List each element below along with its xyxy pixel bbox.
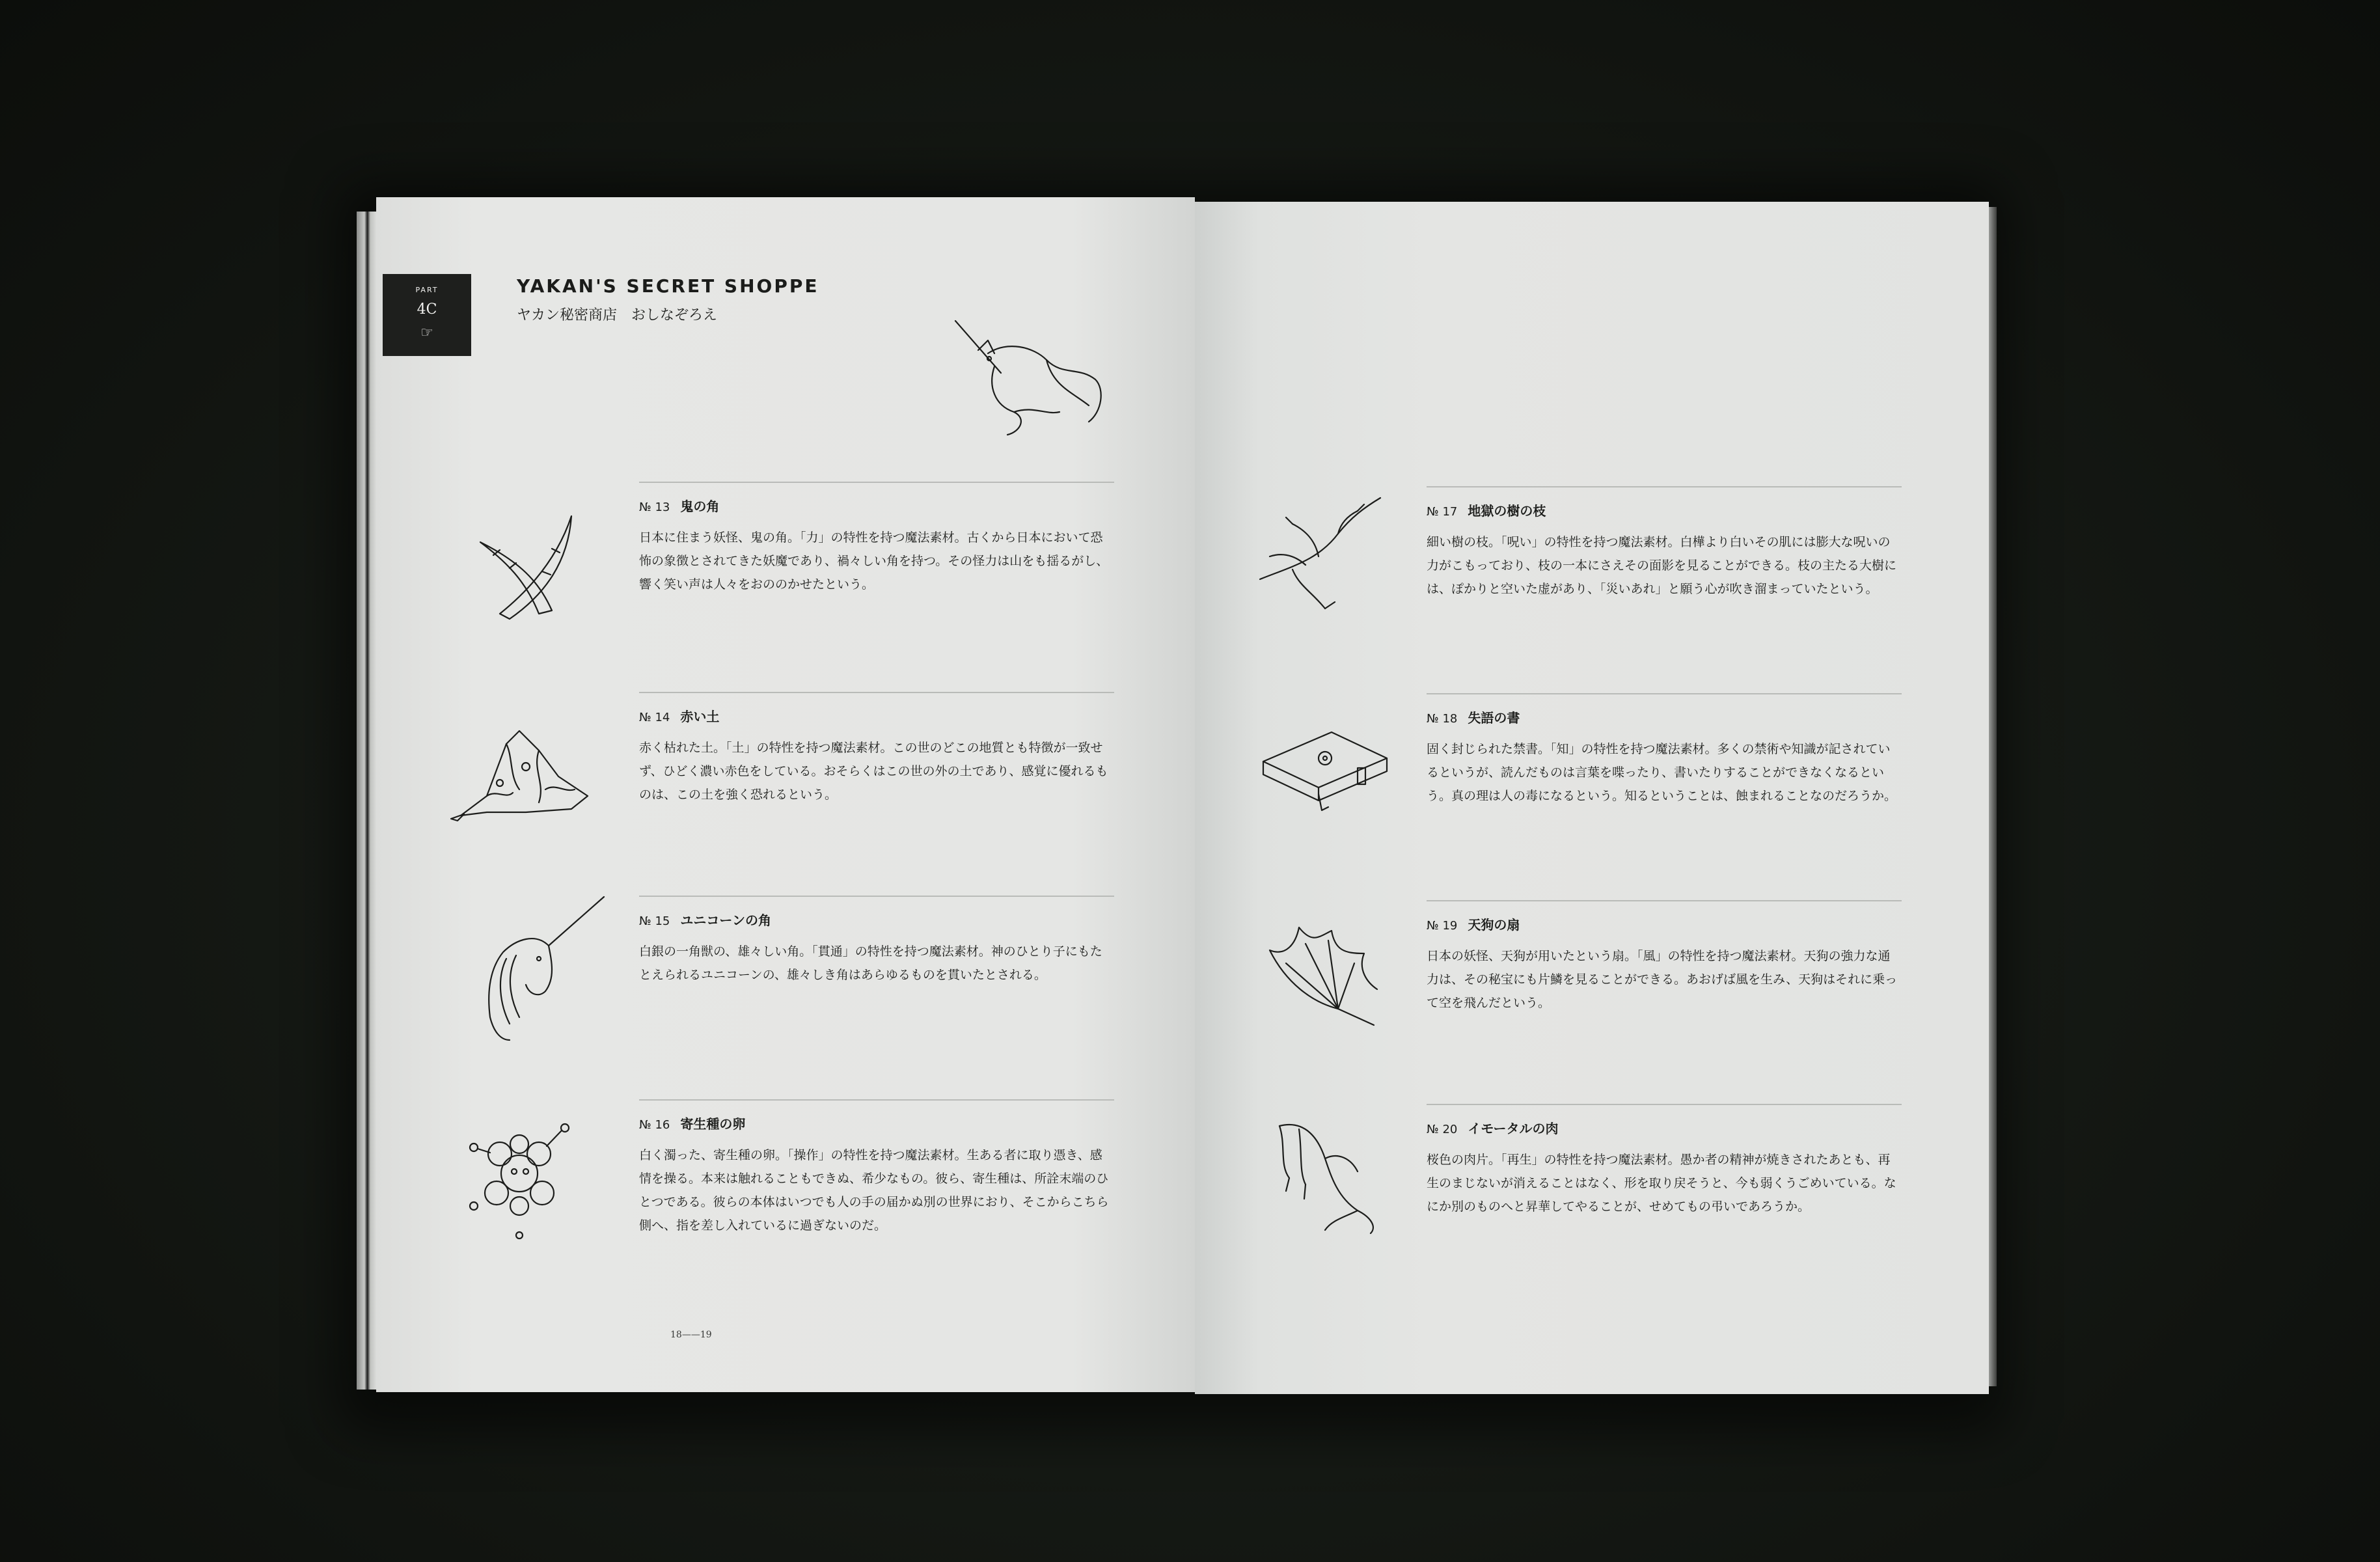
- entry-number: № 20: [1427, 1123, 1458, 1136]
- entry-name: 天狗の扇: [1468, 917, 1520, 933]
- entry-name: 失語の書: [1468, 710, 1520, 726]
- book-back-cover-edge: [1989, 207, 1997, 1386]
- entry-description: 日本の妖怪、天狗が用いたという扇。「風」の特性を持つ魔法素材。天狗の強力な通力は、その秘宝にも片鱗を見ることができる。あおげば風を生み、天狗はそれに乗って空を飛んだという。: [1427, 949, 1898, 1010]
- entry-name: 赤い土: [680, 709, 720, 724]
- entry-number: № 14: [639, 711, 670, 724]
- part-label: PART: [415, 286, 439, 294]
- hell-tree-branch-illustration: [1253, 495, 1384, 612]
- entry-heading: [639, 910, 771, 929]
- part-tab: [383, 274, 471, 356]
- unicorn-illustration: [477, 894, 607, 1043]
- entry-description: 日本に住まう妖怪、鬼の角。「力」の特性を持つ魔法素材。古くから日本において恐怖の象徴とされてきた妖魔であり、禍々しい角を持つ。その怪力は山をも揺るがし、響く笑い声は人々をおののかせたという。: [639, 530, 1109, 592]
- entry-divider: [1427, 486, 1902, 487]
- fox-spirit-illustration: [949, 314, 1112, 438]
- entry-description: 白銀の一角獣の、雄々しい角。「貫通」の特性を持つ魔法素材。神のひとり子にもたとえられるユニコーンの、雄々しき角はあらゆるものを貫いたとされる。: [639, 944, 1102, 982]
- entry-divider: [639, 692, 1114, 693]
- entry-name: 鬼の角: [680, 499, 720, 514]
- entry-divider: [1427, 900, 1902, 901]
- part-number: 4C: [417, 301, 437, 318]
- entry-number: № 15: [639, 914, 670, 928]
- page-title: YAKAN'S SECRET SHOPPE: [517, 275, 819, 297]
- parasite-egg-illustration: [461, 1108, 578, 1239]
- entry-name: ユニコーンの角: [680, 912, 771, 928]
- pointing-hand-icon: ☞: [420, 325, 433, 341]
- entry-name: 地獄の樹の枝: [1468, 503, 1546, 519]
- entry-description: 白く濁った、寄生種の卵。「操作」の特性を持つ魔法素材。生ある者に取り憑き、感情を操る。本来は触れることもできぬ、希少なもの。彼ら、寄生種は、所詮末端のひとつである。彼らの本体はいつでも人の手の届かぬ別の世界におり、そこからこちら側へ、指を差し入れているに過ぎないのだ。: [639, 1148, 1109, 1233]
- right-page: [1195, 202, 1989, 1394]
- entry-divider: [639, 1099, 1114, 1101]
- entry-description: 細い樹の枝。「呪い」の特性を持つ魔法素材。白樺より白いその肌には膨大な呪いの力がこもっており、枝の一本にさえその面影を見ることができる。枝の主たる大樹には、ぽかりと空いた虚があり、「災いあれ」と願う心が吹き溜まっていたという。: [1427, 535, 1897, 596]
- entry-heading: [1427, 500, 1546, 519]
- entry-divider: [1427, 1104, 1902, 1105]
- immortal-flesh-illustration: [1266, 1113, 1384, 1237]
- entry-description: 赤く枯れた土。「土」の特性を持つ魔法素材。この世のどこの地質とも特徴が一致せず、ひどく濃い赤色をしている。おそらくはこの世の外の土であり、感覚に優れるものは、この土を強く恐れるという。: [639, 741, 1108, 802]
- entry-divider: [639, 482, 1114, 483]
- entry-number: № 17: [1427, 505, 1458, 519]
- entry-divider: [1427, 693, 1902, 694]
- entry-divider: [639, 896, 1114, 897]
- entry-heading: [1427, 914, 1520, 933]
- entry-number: № 16: [639, 1118, 670, 1132]
- left-page: [376, 197, 1195, 1392]
- sealed-book-illustration: [1260, 722, 1390, 814]
- entry-description: 桜色の肉片。「再生」の特性を持つ魔法素材。愚か者の精神が焼きされたあとも、再生のまじないが消えることはなく、形を取り戻そうと、今も弱くうごめいている。なにか別のものへと昇華してやることが、せめてもの弔いであろうか。: [1427, 1153, 1896, 1214]
- entry-name: イモータルの肉: [1468, 1121, 1559, 1136]
- entry-name: 寄生種の卵: [680, 1116, 746, 1132]
- entry-heading: [1427, 1118, 1559, 1137]
- book-spine-edge: [357, 212, 376, 1390]
- page-subtitle: ヤカン秘密商店 おしなぞろえ: [517, 307, 718, 323]
- red-earth-illustration: [448, 718, 597, 822]
- entry-heading: [639, 706, 719, 725]
- page-numbers: 18——19: [670, 1330, 712, 1340]
- entry-number: № 13: [639, 500, 670, 514]
- entry-number: № 18: [1427, 712, 1458, 726]
- entry-description: 固く封じられた禁書。「知」の特性を持つ魔法素材。多くの禁術や知識が記されているというが、読んだものは言葉を喋ったり、書いたりすることができなくなるという。真の理は人の毒になるという。知るということは、蝕まれることなのだろうか。: [1427, 742, 1897, 803]
- entry-heading: [639, 1114, 745, 1132]
- tengu-fan-illustration: [1260, 918, 1384, 1028]
- oni-horns-illustration: [474, 510, 578, 627]
- entry-heading: [1427, 707, 1520, 726]
- entry-heading: [639, 496, 719, 515]
- entry-number: № 19: [1427, 919, 1458, 933]
